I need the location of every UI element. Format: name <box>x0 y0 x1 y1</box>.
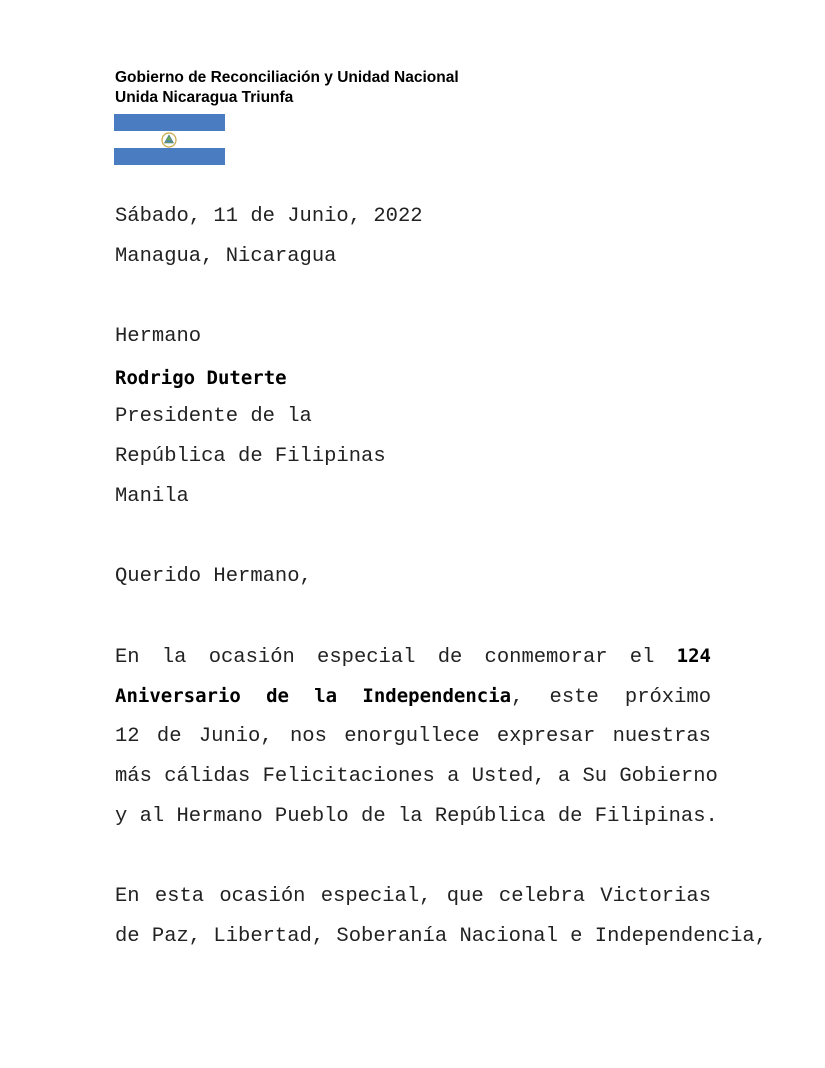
recipient-role-line2: República de Filipinas <box>115 445 386 468</box>
paragraph1-line2-text: , este próximo <box>511 686 711 709</box>
paragraph1-line3: 12 de Junio, nos enorgullece expresar nuestras <box>115 725 711 748</box>
letterhead-government-name: Gobierno de Reconciliación y Unidad Nacional <box>115 69 459 86</box>
flag-stripe-top <box>114 114 225 131</box>
anniversary-title: Aniversario de la Independencia <box>115 685 512 707</box>
recipient-name: Rodrigo Duterte <box>115 367 287 389</box>
paragraph1-line1 <box>115 645 711 669</box>
letter-place: Managua, Nicaragua <box>115 245 337 268</box>
letterhead <box>115 68 459 108</box>
recipient-title: Hermano <box>115 325 202 348</box>
recipient-role-line1: Presidente de la <box>115 405 312 428</box>
nicaragua-flag-icon <box>114 114 225 165</box>
flag-stripe-bottom <box>114 148 225 165</box>
paragraph1-line1-text: En la ocasión especial de conmemorar el <box>115 646 677 669</box>
anniversary-number: 124 <box>676 645 711 667</box>
greeting: Querido Hermano, <box>115 565 312 588</box>
paragraph1-line5: y al Hermano Pueblo de la República de Filipinas. <box>115 805 718 828</box>
letterhead-slogan: Unida Nicaragua Triunfa <box>115 89 294 106</box>
recipient-city: Manila <box>115 485 189 508</box>
paragraph1-line2 <box>115 685 711 709</box>
paragraph1-line4: más cálidas Felicitaciones a Usted, a Su Gobierno <box>115 765 718 788</box>
paragraph2-line2: de Paz, Libertad, Soberanía Nacional e Independencia, <box>115 925 768 948</box>
coat-of-arms-icon <box>161 132 177 148</box>
paragraph2-line1: En esta ocasión especial, que celebra Victorias <box>115 885 711 908</box>
letter-date: Sábado, 11 de Junio, 2022 <box>115 205 423 228</box>
